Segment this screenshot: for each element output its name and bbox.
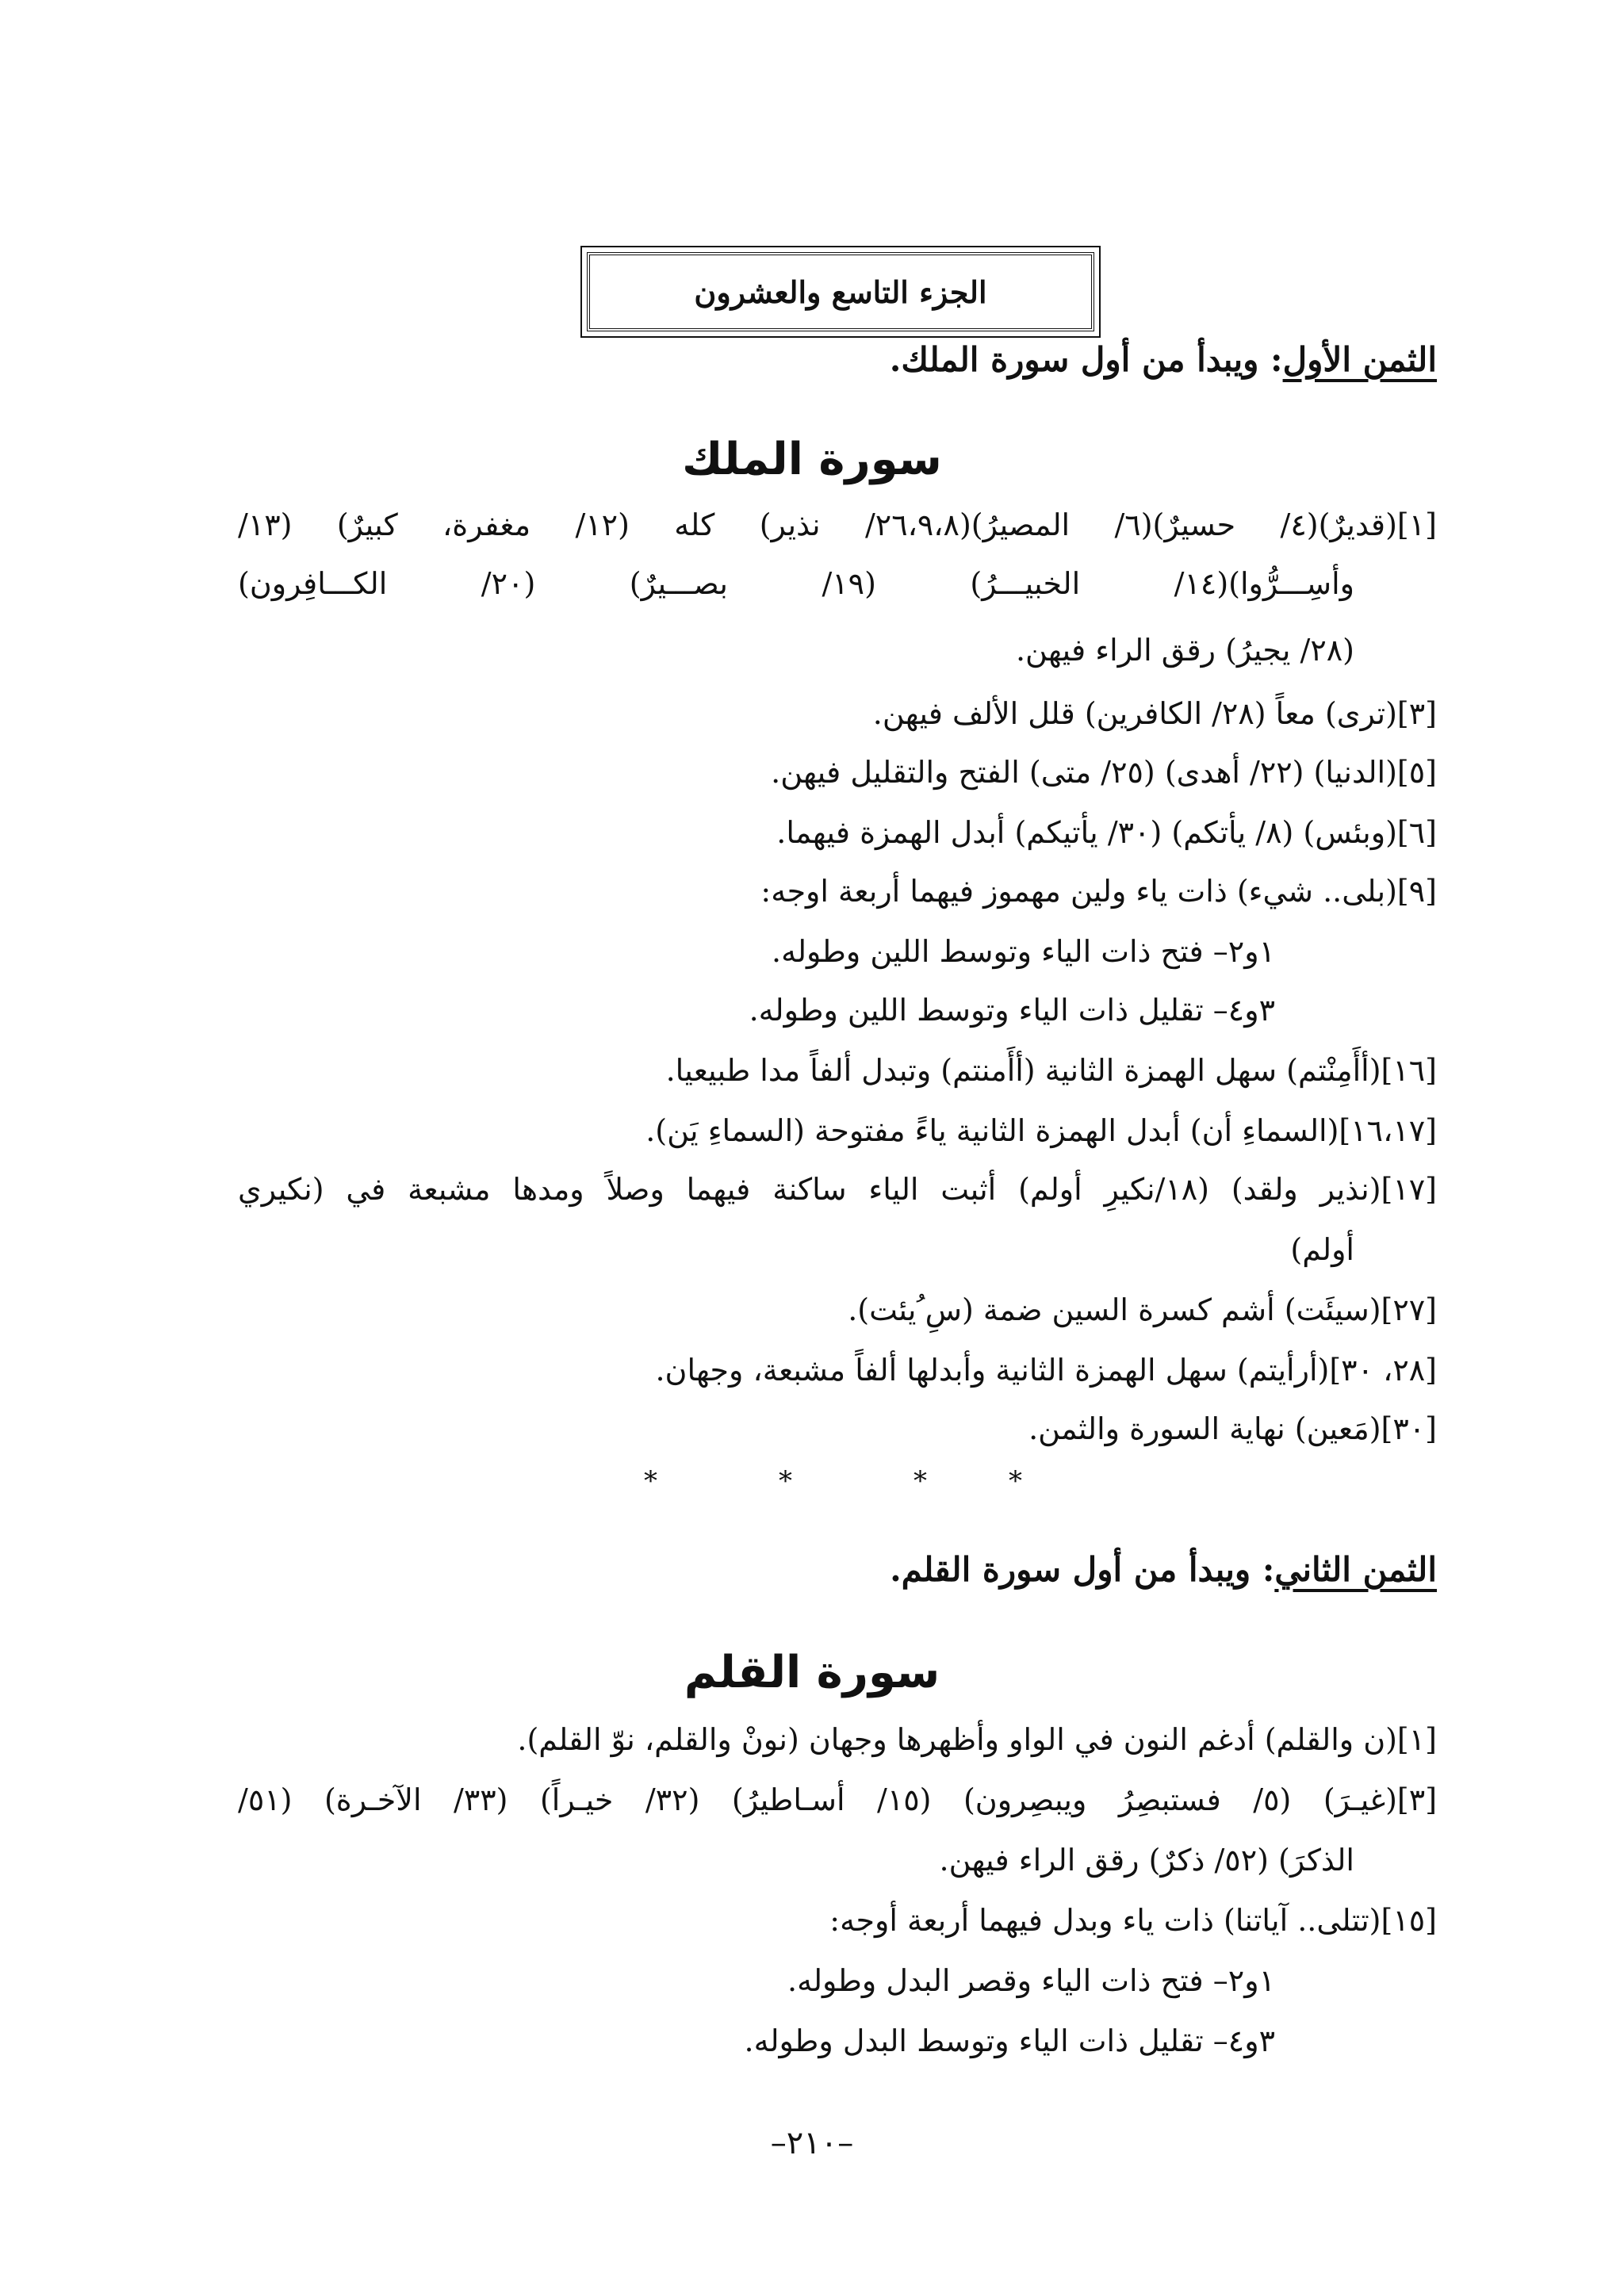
mulk-line-5: [٥](الدنيا) (٢٢/ أهدى) (٢٥/ متى) الفتح والتقليل فيهن. <box>771 755 1437 790</box>
qalam-line-2: [٣](غيـرَ) (٥/ فستبصِرُ ويبصِرون) (١٥/ أسـاطيرُ) (٣٢/ خيـراً) (٣٣/ الآخـرة) (٥١/ <box>238 1782 1438 1817</box>
qalam-line-6: ٣و٤– تقليل ذات الياء وتوسط البدل وطوله. <box>744 2023 1275 2058</box>
mulk-line-6: [٦](وبئس) (٨/ يأتكم) (٣٠/ يأتيكم) أبدل الهمزة فيهما. <box>776 815 1437 850</box>
section-heading-2 <box>890 1546 1437 1594</box>
mulk-line-12: [١٧](نذير ولقد) (١٨/نكيرِ أولم) أثبت الياء ساكنة فيهما وصلاً ومدها مشبعة في (نكيري <box>238 1172 1437 1207</box>
mulk-line-15: [٢٨، ٣٠](أرأيتم) سهل الهمزة الثانية وأبدلها ألفاً مشبعة، وجهان. <box>655 1353 1437 1388</box>
mulk-line-10: [١٦](أأَمِنْتم) سهل الهمزة الثانية (أأَمنتم) وتبدل ألفاً مدا طبيعيا. <box>665 1053 1437 1088</box>
mulk-line-3: (٢٨/ يجيرُ) رقق الراء فيهن. <box>1015 633 1354 668</box>
mulk-line-14: [٢٧](سيئَت) أشم كسرة السين ضمة (سِ ُيئت). <box>848 1292 1437 1327</box>
mulk-line-16: [٣٠](مَعين) نهاية السورة والثمن. <box>1028 1411 1437 1446</box>
star-2: * <box>779 1465 792 1497</box>
section-heading-1 <box>890 336 1437 384</box>
mulk-line-1: [١](قديرٌ)(٤/ حسيرٌ)(٦/ المصيرُ)(٢٦،٩،٨/ نذير) كله (١٢/ مغفرة، كبيرٌ) (١٣/ <box>238 507 1437 542</box>
mulk-line-7: [٩](بلى.. شيء) ذات ياء ولين مهموز فيهما أربعة اوجه: <box>760 874 1437 909</box>
page-number: –٢١٠– <box>770 2125 854 2161</box>
mulk-line-2: وأسِـــرُّوا)(١٤/ الخبيـــرُ) (١٩/ بصـــيرٌ) (٢٠/ الكـــافِرون) <box>238 566 1354 601</box>
star-4: * <box>1009 1465 1022 1497</box>
mulk-line-4: [٣](ترى) معاً (٢٨/ الكافرين) قلل الألف فيهن. <box>872 696 1437 731</box>
star-3: * <box>914 1465 927 1497</box>
qalam-line-4: [١٥](تتلى.. آياتنا) ذات ياء وبدل فيهما أربعة أوجه: <box>829 1903 1437 1938</box>
qalam-line-5: ١و٢– فتح ذات الياء وقصر البدل وطوله. <box>787 1963 1275 1998</box>
qalam-line-1: [١](ن والقلم) أدغم النون في الواو وأظهرها وجهان (نونْ والقلم، نوّ القلم). <box>517 1722 1437 1757</box>
section-divider-stars <box>0 1465 1624 1497</box>
mulk-line-9: ٣و٤– تقليل ذات الياء وتوسط اللين وطوله. <box>749 993 1275 1028</box>
part-title: الجزء التاسع والعشرون <box>694 274 987 310</box>
section-label-1: الثمن الأول <box>1282 340 1437 379</box>
section-rest-2: : ويبدأ من أول سورة القلم. <box>890 1550 1275 1589</box>
part-title-box <box>587 252 1094 331</box>
section-label-2: الثمن الثاني <box>1274 1550 1437 1589</box>
surah-title-qalam: سورة القلم <box>684 1647 940 1698</box>
star-1: * <box>644 1465 657 1497</box>
mulk-line-11: [١٦،١٧](السماءِ أن) أبدل الهمزة الثانية ياءً مفتوحة (السماءِ يَن). <box>645 1113 1437 1148</box>
surah-title-mulk: سورة الملك <box>682 434 942 485</box>
mulk-line-13: أولم) <box>1290 1232 1354 1267</box>
qalam-line-3: الذكرَ) (٥٢/ ذكرٌ) رقق الراء فيهن. <box>939 1843 1354 1878</box>
section-rest-1: : ويبدأ من أول سورة الملك. <box>889 340 1283 379</box>
mulk-line-8: ١و٢– فتح ذات الياء وتوسط اللين وطوله. <box>772 934 1275 969</box>
